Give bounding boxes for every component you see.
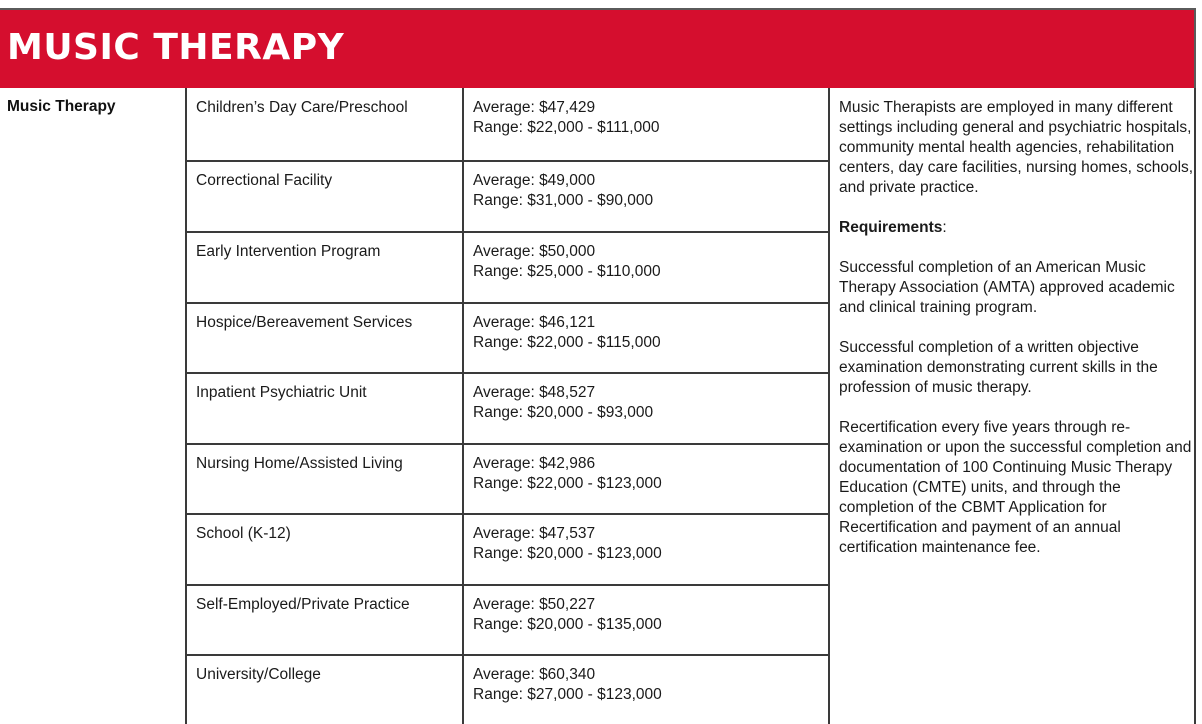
salary-average: Average: $42,986 (473, 455, 596, 472)
salary-cell (473, 454, 662, 494)
setting-cell: School (K-12) (196, 525, 291, 542)
row-separator (185, 513, 830, 515)
description-intro: Music Therapists are employed in many different settings including general and psychiatric hospitals, community mental health agencies, rehabilitation centers, day care facilities, nursing homes, schools, and private practice. (839, 99, 1194, 196)
setting-cell: Self-Employed/Private Practice (196, 596, 410, 613)
setting-cell: Hospice/Bereavement Services (196, 314, 413, 331)
salary-cell (473, 242, 661, 282)
row-separator (185, 584, 830, 586)
row-separator (185, 160, 830, 162)
salary-average: Average: $47,537 (473, 525, 596, 542)
salary-cell (473, 665, 662, 705)
row-separator (185, 443, 830, 445)
requirements-colon: : (942, 219, 947, 236)
page-title: MUSIC THERAPY (7, 27, 345, 68)
salary-cell (473, 383, 653, 423)
salary-average: Average: $50,227 (473, 596, 596, 613)
requirement-item: Recertification every five years through re-examination or upon the successful completion and documentation of 100 Continuing Music Therapy Education (CMTE) units, and through the completion of the CBMT Application for Recertification and payment of an annual certification maintenance fee. (839, 419, 1192, 556)
grid-line (462, 88, 464, 724)
grid-line (828, 88, 830, 724)
setting-cell: Correctional Facility (196, 172, 333, 189)
salary-average: Average: $46,121 (473, 314, 596, 331)
description-panel (839, 98, 1194, 578)
setting-cell: Early Intervention Program (196, 243, 381, 260)
setting-cell: Nursing Home/Assisted Living (196, 455, 403, 472)
category-label: Music Therapy (7, 98, 116, 115)
row-separator (185, 654, 830, 656)
row-separator (185, 302, 830, 304)
row-separator (185, 231, 830, 233)
salary-cell (473, 313, 661, 353)
requirements-title: Requirements (839, 219, 943, 236)
page-header (0, 8, 1196, 88)
salary-range: Range: $22,000 - $115,000 (473, 334, 661, 351)
salary-range: Range: $22,000 - $123,000 (473, 475, 662, 492)
salary-average: Average: $48,527 (473, 384, 596, 401)
salary-range: Range: $31,000 - $90,000 (473, 192, 654, 209)
salary-average: Average: $47,429 (473, 99, 596, 116)
requirement-item: Successful completion of an American Music Therapy Association (AMTA) approved academic and clinical training program. (839, 259, 1175, 316)
salary-average: Average: $50,000 (473, 243, 596, 260)
salary-cell (473, 98, 659, 138)
salary-range: Range: $22,000 - $111,000 (473, 119, 660, 136)
salary-range: Range: $27,000 - $123,000 (473, 686, 662, 703)
setting-cell: University/College (196, 666, 321, 683)
grid-line (1194, 88, 1196, 724)
salary-range: Range: $20,000 - $123,000 (473, 545, 662, 562)
grid-line (185, 88, 187, 724)
requirements-heading (839, 218, 1194, 238)
salary-cell (473, 524, 662, 564)
setting-cell: Inpatient Psychiatric Unit (196, 384, 367, 401)
salary-average: Average: $49,000 (473, 172, 596, 189)
requirement-item: Successful completion of a written objective examination demonstrating current skills in the profession of music therapy. (839, 339, 1158, 396)
salary-range: Range: $25,000 - $110,000 (473, 263, 661, 280)
salary-cell (473, 171, 653, 211)
salary-average: Average: $60,340 (473, 666, 596, 683)
row-separator (185, 372, 830, 374)
setting-cell: Children’s Day Care/Preschool (196, 99, 408, 116)
salary-range: Range: $20,000 - $93,000 (473, 404, 654, 421)
salary-range: Range: $20,000 - $135,000 (473, 616, 662, 633)
salary-cell (473, 595, 662, 635)
